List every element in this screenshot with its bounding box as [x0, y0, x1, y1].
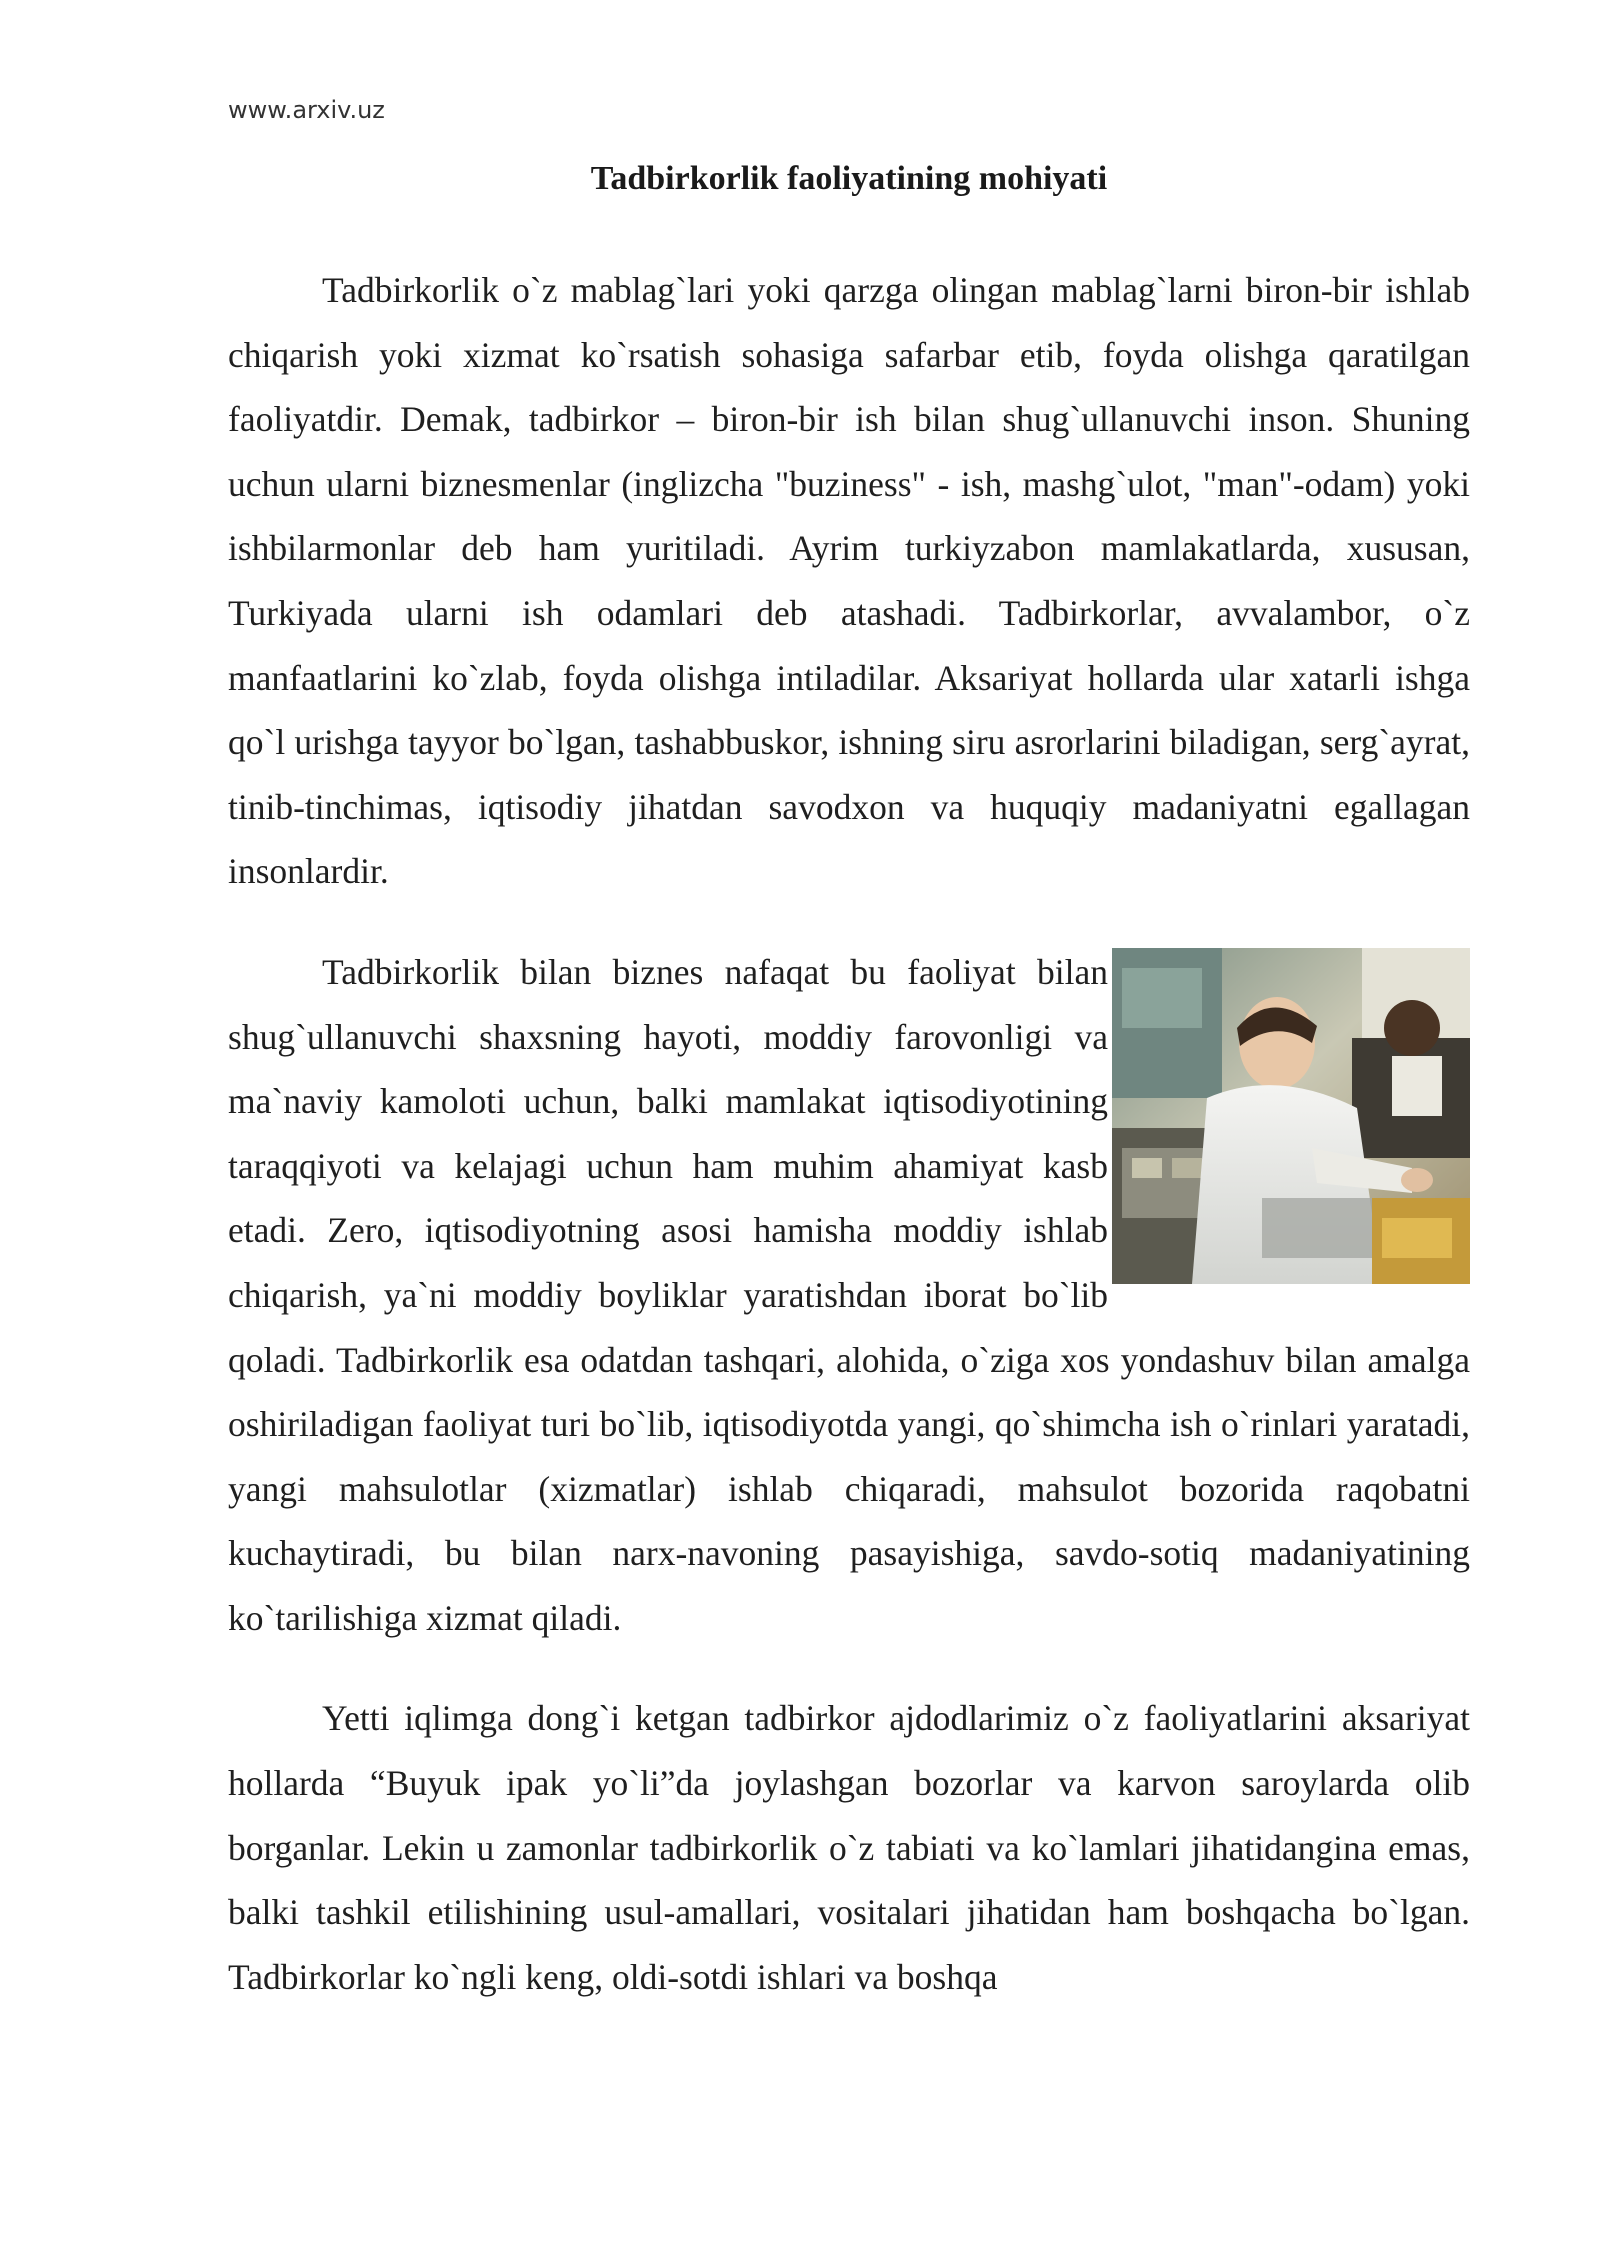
laboratory-workers-photo	[1112, 948, 1470, 1284]
paragraph-1: Tadbirkorlik o`z mablag`lari yoki qarzga olingan mablag`larni biron-bir ishlab chiqarish yoki xizmat ko`rsatish sohasiga safarbar etib, foyda olishga qaratilgan faoliyatdir. Demak, tadbirkor – biron-bir ish bilan shug`ullanuvchi inson. Shuning uchun ularni biznesmenlar (inglizcha "buziness" - ish, mashg`ulot, "man"-odam) yoki ishbilarmonlar deb ham yuritiladi. Ayrim turkiyzabon mamlakatlarda, xususan, Turkiyada ularni ish odamlari deb atashadi. Tadbirkorlar, avvalambor, o`z manfaatlarini ko`zlab, foyda olishga intiladilar. Aksariyat hollarda ular xatarli ishga qo`l urishga tayyor bo`lgan, tashabbuskor, ishning siru asrorlarini biladigan, serg`ayrat, tinib-tinchimas, iqtisodiy jihatdan savodxon va huquqiy madaniyatni egallagan insonlardir.	[228, 270, 1470, 892]
document-body	[228, 258, 1470, 2009]
paragraph-2: Tadbirkorlik bilan biznes nafaqat bu faoliyat bilan shug`ullanuvchi shaxsning hayoti, moddiy farovonligi va ma`naviy kamoloti uchun, balki mamlakat iqtisodiyotining taraqqiyoti va kelajagi uchun ham muhim ahamiyat kasb etadi. Zero, iqtisodiyotning asosi hamisha moddiy ishlab chiqarish, ya`ni moddiy boyliklar yaratishdan iborat bo`lib qoladi. Tadbirkorlik esa odatdan tashqari, alohida, o`ziga xos yondashuv bilan amalga oshiriladigan faoliyat turi bo`lib, iqtisodiyotda yangi, qo`shimcha ish o`rinlari yaratadi, yangi mahsulotlar (xizmatlar) ishlab chiqaradi, mahsulot bozorida raqobatni kuchaytiradi, bu bilan narx-navoning pasayishiga, savdo-sotiq madaniyatining ko`tarilishiga xizmat qiladi.	[228, 951, 1470, 1638]
document-title: Tadbirkorlik faoliyatining mohiyati	[590, 160, 1108, 197]
paragraph-2-container	[228, 940, 1470, 1651]
paragraph-3: Yetti iqlimga dong`i ketgan tadbirkor ajdodlarimiz o`z faoliyatlarini aksariyat hollarda “Buyuk ipak yo`li”da joylashgan bozorlar va karvon saroylarda olib borganlar. Lekin u zamonlar tadbirkorlik o`z tabiati va ko`lamlari jihatidangina emas, balki tashkil etilishining usul-amallari, vositalari jihatidan ham boshqacha bo`lgan. Tadbirkorlar ko`ngli keng, oldi-sotdi ishlari va boshqa	[228, 1698, 1470, 1997]
header-url: www.arxiv.uz	[228, 96, 385, 124]
